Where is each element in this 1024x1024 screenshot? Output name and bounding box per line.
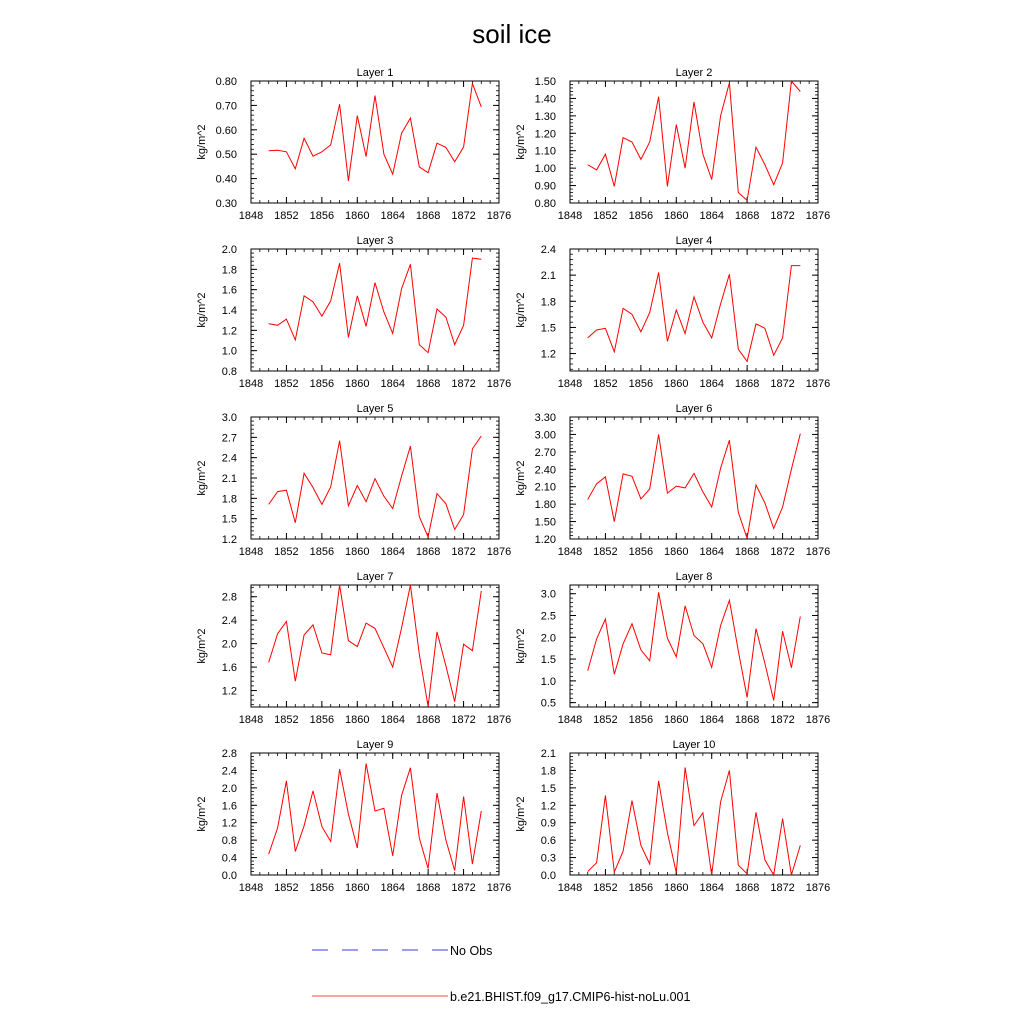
- panel-title: Layer 8: [675, 571, 713, 583]
- x-tick-label: 1864: [380, 210, 405, 222]
- x-tick-label: 1848: [238, 714, 264, 726]
- y-tick-label: 3.30: [534, 412, 556, 424]
- x-tick-label: 1864: [380, 882, 405, 894]
- x-tick-label: 1876: [486, 714, 512, 726]
- x-tick-label: 1856: [309, 378, 335, 390]
- panel-title: Layer 6: [675, 403, 713, 415]
- x-tick-label: 1860: [664, 210, 689, 222]
- figure-title: soil ice: [472, 19, 552, 49]
- series-line: [588, 266, 801, 362]
- y-tick-label: 2.5: [540, 610, 556, 623]
- x-tick-label: 1848: [557, 546, 583, 558]
- x-tick-label: 1856: [309, 210, 335, 222]
- x-tick-label: 1872: [770, 210, 795, 222]
- y-tick-label: 3.0: [540, 588, 556, 601]
- x-tick-label: 1848: [557, 210, 583, 222]
- x-tick-label: 1876: [805, 210, 831, 222]
- panel-layer-3: [196, 235, 511, 390]
- x-tick-label: 1872: [770, 378, 795, 390]
- y-tick-label: 1.5: [540, 654, 556, 667]
- x-tick-label: 1868: [734, 714, 760, 726]
- y-tick-label: 2.0: [540, 632, 556, 645]
- x-tick-label: 1864: [699, 210, 724, 222]
- panel-layer-5: [196, 403, 511, 558]
- y-tick-label: 1.5: [540, 322, 556, 335]
- y-tick-label: 2.40: [534, 464, 556, 477]
- y-tick-label: 0.8: [221, 366, 237, 378]
- x-tick-label: 1864: [699, 546, 724, 558]
- x-tick-label: 1868: [415, 714, 441, 726]
- y-axis-label: kg/m^2: [196, 460, 208, 496]
- x-tick-label: 1856: [309, 882, 335, 894]
- x-tick-label: 1856: [628, 546, 654, 558]
- y-tick-label: 2.4: [540, 244, 556, 256]
- y-tick-label: 1.50: [534, 516, 556, 529]
- panel-layer-6: [515, 403, 830, 558]
- x-tick-label: 1848: [238, 546, 264, 558]
- y-tick-label: 0.8: [221, 835, 237, 848]
- y-tick-label: 0.5: [540, 697, 556, 710]
- y-tick-label: 1.2: [540, 800, 556, 813]
- x-tick-label: 1868: [734, 546, 760, 558]
- x-tick-label: 1876: [486, 378, 512, 390]
- y-tick-label: 0.90: [534, 180, 556, 193]
- panel-layer-4: [515, 235, 830, 390]
- y-tick-label: 3.00: [534, 429, 556, 442]
- y-tick-label: 0.50: [215, 149, 237, 162]
- x-tick-label: 1876: [486, 882, 512, 894]
- x-tick-label: 1868: [415, 882, 441, 894]
- y-tick-label: 1.5: [221, 513, 237, 526]
- plot-frame: [570, 81, 818, 203]
- panel-title: Layer 9: [356, 739, 394, 751]
- y-tick-label: 2.4: [221, 615, 237, 628]
- x-tick-label: 1848: [557, 714, 583, 726]
- panel-layer-10: [515, 739, 830, 894]
- x-tick-label: 1872: [770, 546, 795, 558]
- y-tick-label: 0.9: [540, 817, 556, 830]
- y-tick-label: 1.2: [221, 325, 237, 338]
- y-axis-label: kg/m^2: [515, 628, 527, 664]
- y-tick-label: 2.10: [534, 481, 556, 494]
- x-tick-label: 1876: [805, 714, 831, 726]
- plot-frame: [251, 585, 499, 707]
- panel-title: Layer 4: [675, 235, 713, 247]
- x-tick-label: 1872: [451, 714, 476, 726]
- x-tick-label: 1872: [770, 882, 795, 894]
- x-tick-label: 1868: [415, 378, 441, 390]
- y-tick-label: 1.8: [221, 493, 237, 506]
- x-tick-label: 1876: [486, 210, 512, 222]
- x-tick-label: 1864: [380, 546, 405, 558]
- x-tick-label: 1864: [699, 378, 724, 390]
- y-tick-label: 0.0: [221, 870, 237, 882]
- panel-title: Layer 5: [356, 403, 394, 415]
- x-tick-label: 1848: [557, 378, 583, 390]
- x-tick-label: 1848: [557, 882, 583, 894]
- y-tick-label: 2.4: [221, 765, 237, 778]
- panel-layer-9: [196, 739, 511, 894]
- y-tick-label: 1.50: [534, 76, 556, 88]
- series-line: [269, 83, 482, 181]
- series-line: [269, 764, 482, 871]
- legend-model-label: b.e21.BHIST.f09_g17.CMIP6-hist-noLu.001: [450, 990, 691, 1004]
- series-line: [269, 258, 482, 353]
- x-tick-label: 1860: [664, 882, 689, 894]
- x-tick-label: 1852: [593, 378, 618, 390]
- y-tick-label: 1.40: [534, 93, 556, 106]
- x-tick-label: 1856: [309, 546, 335, 558]
- x-tick-label: 1848: [238, 210, 264, 222]
- series-line: [588, 768, 801, 876]
- y-tick-label: 2.70: [534, 446, 556, 459]
- x-tick-label: 1864: [380, 714, 405, 726]
- y-tick-label: 1.5: [540, 782, 556, 795]
- x-tick-label: 1852: [593, 546, 618, 558]
- x-tick-label: 1852: [593, 210, 618, 222]
- x-tick-label: 1848: [238, 378, 264, 390]
- y-tick-label: 2.1: [221, 473, 237, 485]
- x-tick-label: 1864: [699, 882, 724, 894]
- x-tick-label: 1852: [274, 882, 299, 894]
- panel-layer-1: [196, 67, 511, 222]
- y-tick-label: 0.6: [540, 835, 556, 848]
- x-tick-label: 1852: [274, 546, 299, 558]
- panel-title: Layer 10: [672, 739, 716, 751]
- y-tick-label: 2.8: [221, 591, 237, 604]
- x-tick-label: 1852: [274, 714, 299, 726]
- y-tick-label: 0.3: [540, 852, 556, 865]
- x-tick-label: 1856: [628, 378, 654, 390]
- x-tick-label: 1848: [238, 882, 264, 894]
- x-tick-label: 1876: [805, 882, 831, 894]
- panel-title: Layer 7: [356, 571, 394, 583]
- x-tick-label: 1868: [734, 210, 760, 222]
- y-tick-label: 1.30: [534, 110, 556, 123]
- series-line: [269, 436, 482, 537]
- x-tick-label: 1864: [699, 714, 724, 726]
- y-tick-label: 1.2: [221, 817, 237, 830]
- y-tick-label: 1.8: [221, 264, 237, 277]
- y-tick-label: 2.8: [221, 748, 237, 760]
- y-axis-label: kg/m^2: [196, 124, 208, 160]
- legend-obs-label: No Obs: [450, 944, 493, 958]
- y-axis-label: kg/m^2: [515, 124, 527, 160]
- x-tick-label: 1872: [451, 210, 476, 222]
- y-tick-label: 1.0: [221, 345, 237, 358]
- x-tick-label: 1860: [345, 546, 370, 558]
- panel-grid: [196, 67, 830, 894]
- panel-title: Layer 3: [356, 235, 394, 247]
- y-tick-label: 2.1: [540, 748, 556, 760]
- y-axis-label: kg/m^2: [515, 460, 527, 496]
- panel-layer-2: [515, 67, 830, 222]
- x-tick-label: 1860: [664, 714, 689, 726]
- y-tick-label: 2.4: [221, 452, 237, 465]
- y-tick-label: 0.80: [215, 76, 237, 88]
- panel-layer-8: [515, 571, 830, 726]
- y-tick-label: 2.0: [221, 638, 237, 651]
- series-line: [588, 434, 801, 539]
- x-tick-label: 1876: [486, 546, 512, 558]
- plot-frame: [251, 81, 499, 203]
- x-tick-label: 1864: [380, 378, 405, 390]
- y-tick-label: 1.4: [221, 305, 237, 317]
- x-tick-label: 1872: [770, 714, 795, 726]
- x-tick-label: 1852: [593, 714, 618, 726]
- y-tick-label: 1.0: [540, 675, 556, 688]
- series-line: [269, 585, 482, 706]
- y-tick-label: 0.4: [221, 852, 237, 865]
- y-tick-label: 1.2: [221, 685, 237, 698]
- x-tick-label: 1860: [664, 546, 689, 558]
- x-tick-label: 1876: [805, 546, 831, 558]
- x-tick-label: 1868: [415, 210, 441, 222]
- y-axis-label: kg/m^2: [515, 292, 527, 328]
- x-tick-label: 1856: [309, 714, 335, 726]
- y-tick-label: 1.10: [534, 145, 556, 158]
- x-tick-label: 1852: [593, 882, 618, 894]
- plot-frame: [570, 417, 818, 539]
- y-tick-label: 3.0: [221, 412, 237, 424]
- x-tick-label: 1868: [734, 378, 760, 390]
- y-tick-label: 1.2: [540, 348, 556, 361]
- x-tick-label: 1856: [628, 882, 654, 894]
- y-tick-label: 1.20: [534, 534, 556, 546]
- y-tick-label: 1.2: [221, 534, 237, 546]
- series-line: [588, 592, 801, 700]
- x-tick-label: 1872: [451, 546, 476, 558]
- y-tick-label: 0.70: [215, 100, 237, 113]
- y-tick-label: 0.0: [540, 870, 556, 882]
- x-tick-label: 1868: [734, 882, 760, 894]
- plot-frame: [570, 249, 818, 371]
- y-tick-label: 2.0: [221, 244, 237, 256]
- x-tick-label: 1852: [274, 210, 299, 222]
- x-tick-label: 1860: [345, 882, 370, 894]
- x-tick-label: 1876: [805, 378, 831, 390]
- x-tick-label: 1860: [345, 714, 370, 726]
- panel-title: Layer 1: [356, 67, 394, 79]
- x-tick-label: 1868: [415, 546, 441, 558]
- x-tick-label: 1852: [274, 378, 299, 390]
- panel-layer-7: [196, 571, 511, 726]
- x-tick-label: 1872: [451, 378, 476, 390]
- x-tick-label: 1856: [628, 714, 654, 726]
- x-tick-label: 1872: [451, 882, 476, 894]
- y-tick-label: 0.60: [215, 124, 237, 137]
- x-tick-label: 1856: [628, 210, 654, 222]
- plot-frame: [251, 249, 499, 371]
- y-tick-label: 0.40: [215, 173, 237, 186]
- y-axis-label: kg/m^2: [196, 292, 208, 328]
- y-tick-label: 2.1: [540, 270, 556, 283]
- y-tick-label: 1.00: [534, 163, 556, 176]
- y-tick-label: 1.80: [534, 499, 556, 512]
- series-line: [588, 81, 801, 200]
- y-tick-label: 1.6: [221, 284, 237, 297]
- y-tick-label: 1.8: [540, 765, 556, 778]
- y-tick-label: 2.0: [221, 782, 237, 795]
- y-tick-label: 1.8: [540, 296, 556, 309]
- legend: [312, 944, 690, 1004]
- y-axis-label: kg/m^2: [515, 796, 527, 832]
- y-tick-label: 2.7: [221, 432, 237, 445]
- y-tick-label: 0.80: [534, 198, 556, 210]
- y-tick-label: 1.20: [534, 128, 556, 141]
- x-tick-label: 1860: [664, 378, 689, 390]
- x-tick-label: 1860: [345, 378, 370, 390]
- y-tick-label: 0.30: [215, 198, 237, 210]
- y-axis-label: kg/m^2: [196, 628, 208, 664]
- panel-title: Layer 2: [675, 67, 713, 79]
- x-tick-label: 1860: [345, 210, 370, 222]
- y-axis-label: kg/m^2: [196, 796, 208, 832]
- y-tick-label: 1.6: [221, 800, 237, 813]
- y-tick-label: 1.6: [221, 662, 237, 675]
